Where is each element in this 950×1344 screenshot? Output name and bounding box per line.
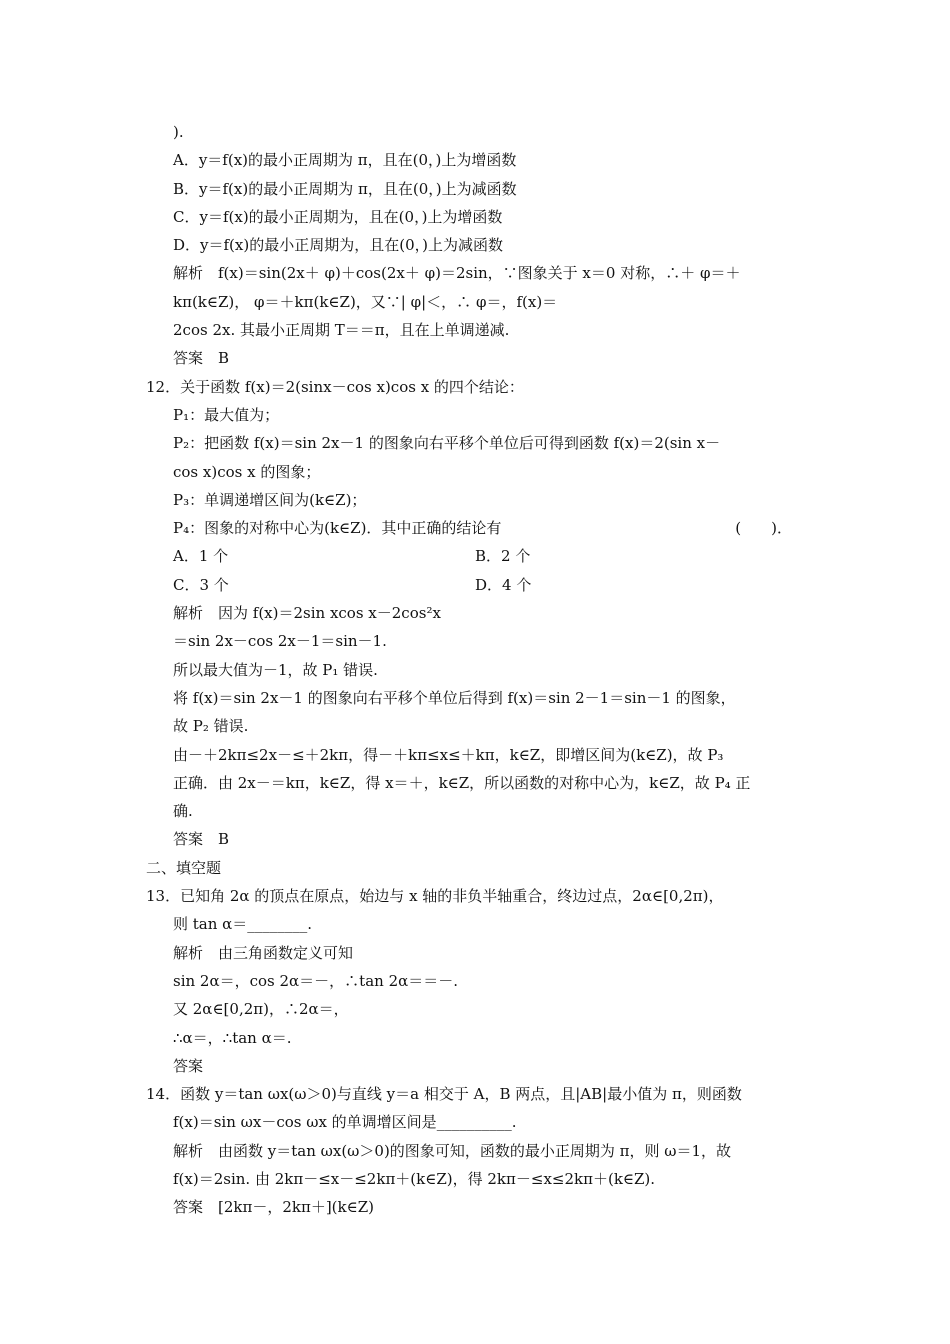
- q12-p2-line2: cos x)cos x 的图象；: [173, 462, 321, 481]
- q13-analysis-line: 又 2α∈[0,2π)，∴2α＝，: [173, 1000, 349, 1019]
- q12-option-a: A．1 个: [173, 547, 229, 566]
- q12-option-c: C．3 个: [173, 575, 229, 594]
- q12-answer: 答案 B: [173, 830, 230, 849]
- q12-analysis-line: 由－＋2kπ≤2x－≤＋2kπ，得－＋kπ≤x≤＋kπ，k∈Z，即增区间为(k∈Z)，故 P₃: [173, 745, 724, 764]
- q13-analysis-line: ∴α＝，∴tan α＝.: [173, 1028, 292, 1047]
- q11-option-a: A．y＝f(x)的最小正周期为 π，且在(0，)上为增函数: [173, 151, 517, 170]
- section-heading: 二、填空题: [146, 858, 222, 877]
- q12-p1: P₁：最大值为；: [173, 405, 280, 424]
- q12-option-b: B．2 个: [475, 547, 531, 566]
- q14-stem-line1: 14．函数 y＝tan ωx(ω＞0)与直线 y＝a 相交于 A，B 两点，且|AB|最小值为 π，则函数: [146, 1085, 742, 1104]
- q11-option-b: B．y＝f(x)的最小正周期为 π，且在(0，)上为减函数: [173, 179, 517, 198]
- q11-option-d: D．y＝f(x)的最小正周期为，且在(0，)上为减函数: [173, 236, 503, 255]
- q12-options-row: [146, 542, 816, 570]
- q14-analysis-line: f(x)＝2sin. 由 2kπ－≤x－≤2kπ＋(k∈Z)，得 2kπ－≤x≤2kπ＋(k∈Z).: [173, 1169, 656, 1188]
- q13-analysis-line: sin 2α＝，cos 2α＝－，∴tan 2α＝＝－.: [173, 971, 459, 990]
- q12-p2-line1: P₂：把函数 f(x)＝sin 2x－1 的图象向右平移个单位后可得到函数 f(x)＝2(sin x－: [173, 434, 721, 453]
- q11-analysis-line: kπ(k∈Z)， φ＝＋kπ(k∈Z)，又∵| φ|＜，∴ φ＝，f(x)＝: [173, 292, 558, 311]
- q12-option-d: D．4 个: [475, 575, 532, 594]
- q12-p4: [146, 514, 816, 542]
- q12-p3: P₃：单调递增区间为(k∈Z)；: [173, 490, 367, 509]
- q12-analysis-line: 故 P₂ 错误.: [173, 717, 249, 736]
- q11-answer: 答案 B: [173, 349, 230, 368]
- q14-answer: 答案 [2kπ－，2kπ＋](k∈Z): [173, 1198, 375, 1217]
- q13-stem-line1: 13．已知角 2α 的顶点在原点，始边与 x 轴的非负半轴重合，终边过点，2α∈[0,2π)，: [146, 887, 724, 906]
- q13-answer: 答案: [173, 1056, 204, 1075]
- q11-option-c: C．y＝f(x)的最小正周期为，且在(0，)上为增函数: [173, 207, 503, 226]
- q12-analysis-line: 解析 因为 f(x)＝2sin xcos x－2cos²x: [173, 604, 441, 623]
- q12-options-row: [146, 571, 816, 599]
- q12-analysis-line: 正确．由 2x－＝kπ，k∈Z，得 x＝＋，k∈Z，所以函数的对称中心为，k∈Z，故 P₄ 正: [173, 773, 751, 792]
- q12-analysis-line: 所以最大值为－1，故 P₁ 错误.: [173, 660, 378, 679]
- q12-answer-blank: ( )．: [735, 519, 792, 538]
- q12-analysis-line: 确.: [173, 802, 193, 821]
- q11-analysis-line: 2cos 2x. 其最小正周期 T＝＝π，且在上单调递减.: [173, 321, 510, 340]
- q12-stem: 12．关于函数 f(x)＝2(sinx－cos x)cos x 的四个结论：: [146, 377, 524, 396]
- q14-analysis-line: 解析 由函数 y＝tan ωx(ω＞0)的图象可知，函数的最小正周期为 π，则 ω＝1，故: [173, 1141, 731, 1160]
- q12-p4-text: P₄：图象的对称中心为(k∈Z)．其中正确的结论有: [173, 519, 502, 538]
- q14-stem-line2: f(x)＝sin ωx－cos ωx 的单调增区间是__________.: [173, 1113, 517, 1132]
- q11-stem-tail: ).: [173, 123, 184, 141]
- q12-analysis-line: 将 f(x)＝sin 2x－1 的图象向右平移个单位后得到 f(x)＝sin 2－1＝sin－1 的图象，: [173, 688, 736, 707]
- q11-analysis-line: 解析 f(x)＝sin(2x＋ φ)＋cos(2x＋ φ)＝2sin，∵图象关于 x＝0 对称，∴＋ φ＝＋: [173, 264, 741, 283]
- document-page: [146, 118, 816, 1222]
- q13-stem-line2: 则 tan α＝________.: [173, 915, 313, 934]
- q12-analysis-line: ＝sin 2x－cos 2x－1＝sin－1.: [173, 632, 387, 651]
- q13-analysis-line: 解析 由三角函数定义可知: [173, 943, 354, 962]
